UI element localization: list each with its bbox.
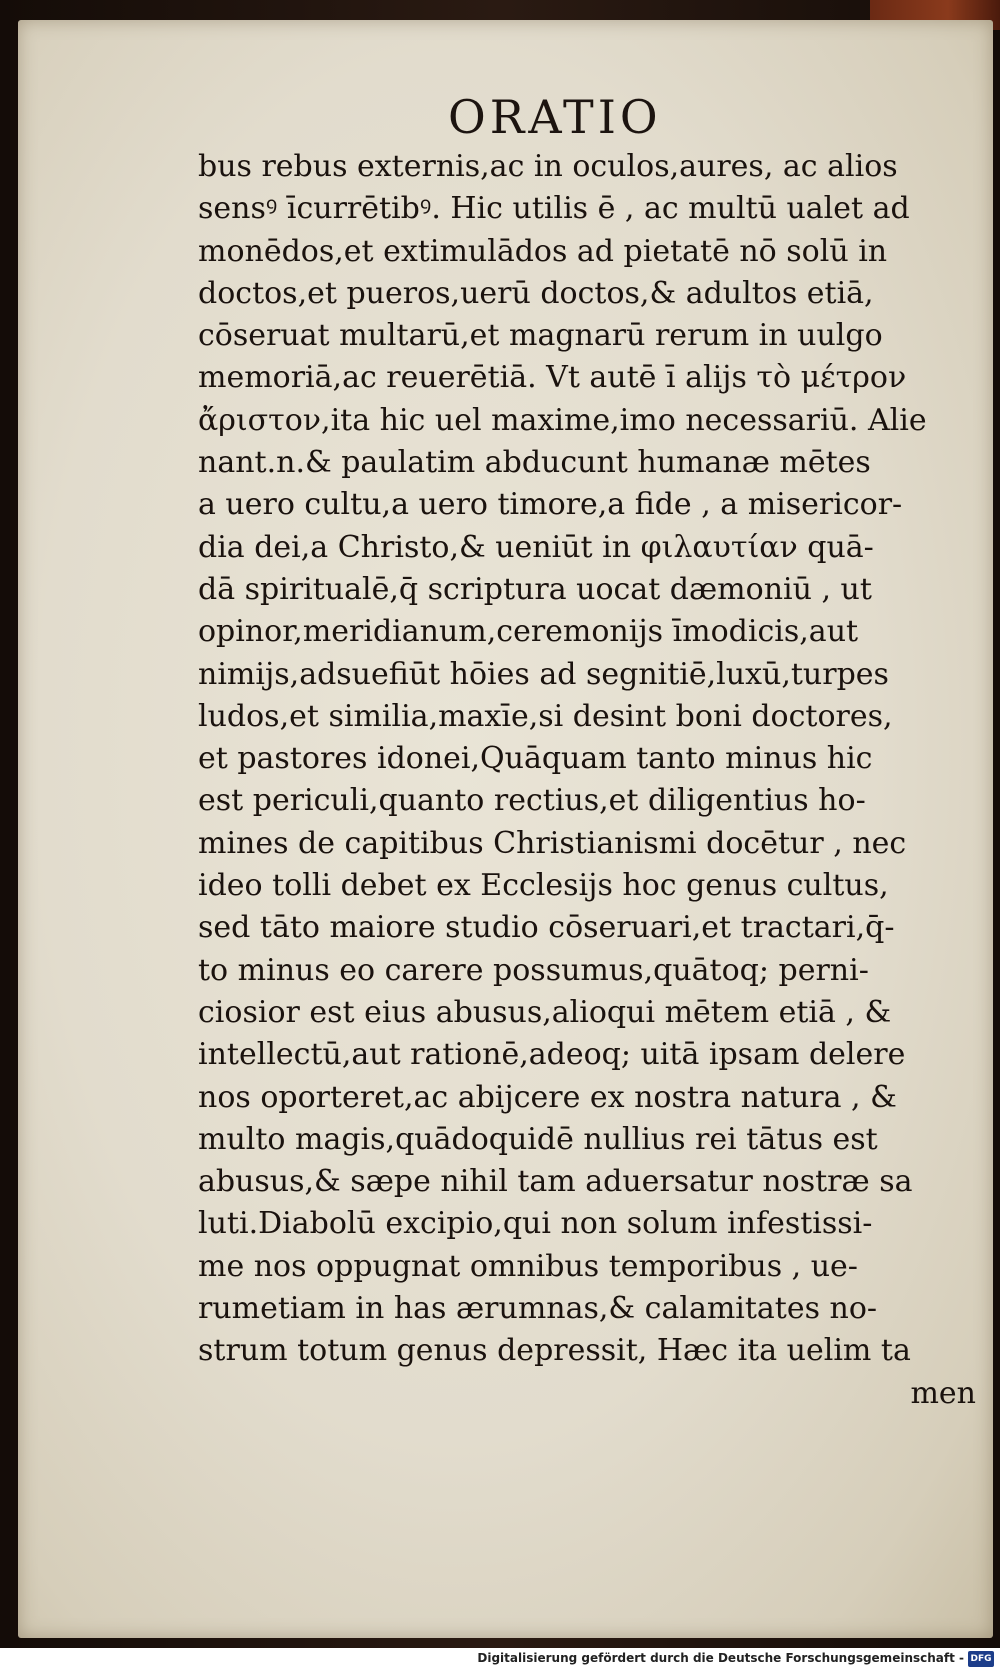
text-line: abusus,& sæpe nihil tam aduersatur nostræ sa <box>198 1164 913 1200</box>
text-line: dia dei,a Christo,& ueniūt in φιλαυτίαν quā- <box>198 529 874 565</box>
book-page <box>18 20 993 1638</box>
text-line: a uero cultu,a uero timore,a fide , a misericor- <box>198 487 903 523</box>
catchword: men <box>910 1375 976 1411</box>
text-line: nant.n.& paulatim abducunt humanæ mētes <box>198 445 871 481</box>
text-line: luti.Diabolū excipio,qui non solum infestissi- <box>198 1206 873 1242</box>
text-line: bus rebus externis,ac in oculos,aures, ac alios <box>198 149 898 184</box>
text-line: multo magis,quādoquidē nullius rei tātus est <box>198 1121 878 1157</box>
text-line: sed tāto maiore studio cōseruari,et tractari,q̄- <box>198 910 895 946</box>
funding-credit: Digitalisierung gefördert durch die Deutsche Forschungsgemeinschaft - <box>477 1651 964 1665</box>
text-line: ludos,et similia,maxīe,si desint boni doctores, <box>198 698 893 734</box>
footer-bar <box>0 1648 1000 1672</box>
text-line: sensꝰ īcurrētibꝰ. Hic utilis ē , ac multū ualet ad <box>198 191 910 227</box>
text-line: et pastores idonei,Quāquam tanto minus hic <box>198 741 873 777</box>
text-line: dā spiritualē,q̄ scriptura uocat dæmoniū , ut <box>198 571 872 607</box>
text-line: est periculi,quanto rectius,et diligentius ho- <box>198 783 866 819</box>
text-line: strum totum genus depressit, Hæc ita uelim ta <box>198 1333 911 1369</box>
text-line: ideo tolli debet ex Ecclesijs hoc genus cultus, <box>198 868 889 904</box>
text-line: to minus eo carere possumus,quātoq; perni- <box>198 952 869 988</box>
text-line: nimijs,adsuefiūt hōies ad segnitiē,luxū,turpes <box>198 656 889 692</box>
text-line: rumetiam in has ærumnas,& calamitates no- <box>198 1291 878 1327</box>
text-line: mines de capitibus Christianismi docētur , nec <box>198 825 907 861</box>
text-line: doctos,et pueros,uerū doctos,& adultos etiā, <box>198 275 874 311</box>
running-head: ORATIO <box>448 90 662 144</box>
body-text-block <box>198 146 988 1415</box>
text-line: ἄριστον,ita hic uel maxime,imo necessariū. Alie <box>198 402 927 438</box>
dfg-logo: DFG <box>968 1651 994 1667</box>
text-line: memoriā,ac reuerētiā. Vt autē ī alijs τὸ μέτρον <box>198 360 907 396</box>
text-line: me nos oppugnat omnibus temporibus , ue- <box>198 1248 858 1284</box>
text-line: opinor,meridianum,ceremonijs īmodicis,aut <box>198 614 859 650</box>
text-line: nos oporteret,ac abijcere ex nostra natura , & <box>198 1079 897 1115</box>
text-line: cōseruat multarū,et magnarū rerum in uulgo <box>198 318 883 354</box>
text-line: monēdos,et extimulādos ad pietatē nō solū in <box>198 233 888 269</box>
text-line: ciosior est eius abusus,alioqui mētem etiā , & <box>198 994 892 1030</box>
text-line: intellectū,aut rationē,adeoq; uitā ipsam delere <box>198 1037 906 1073</box>
